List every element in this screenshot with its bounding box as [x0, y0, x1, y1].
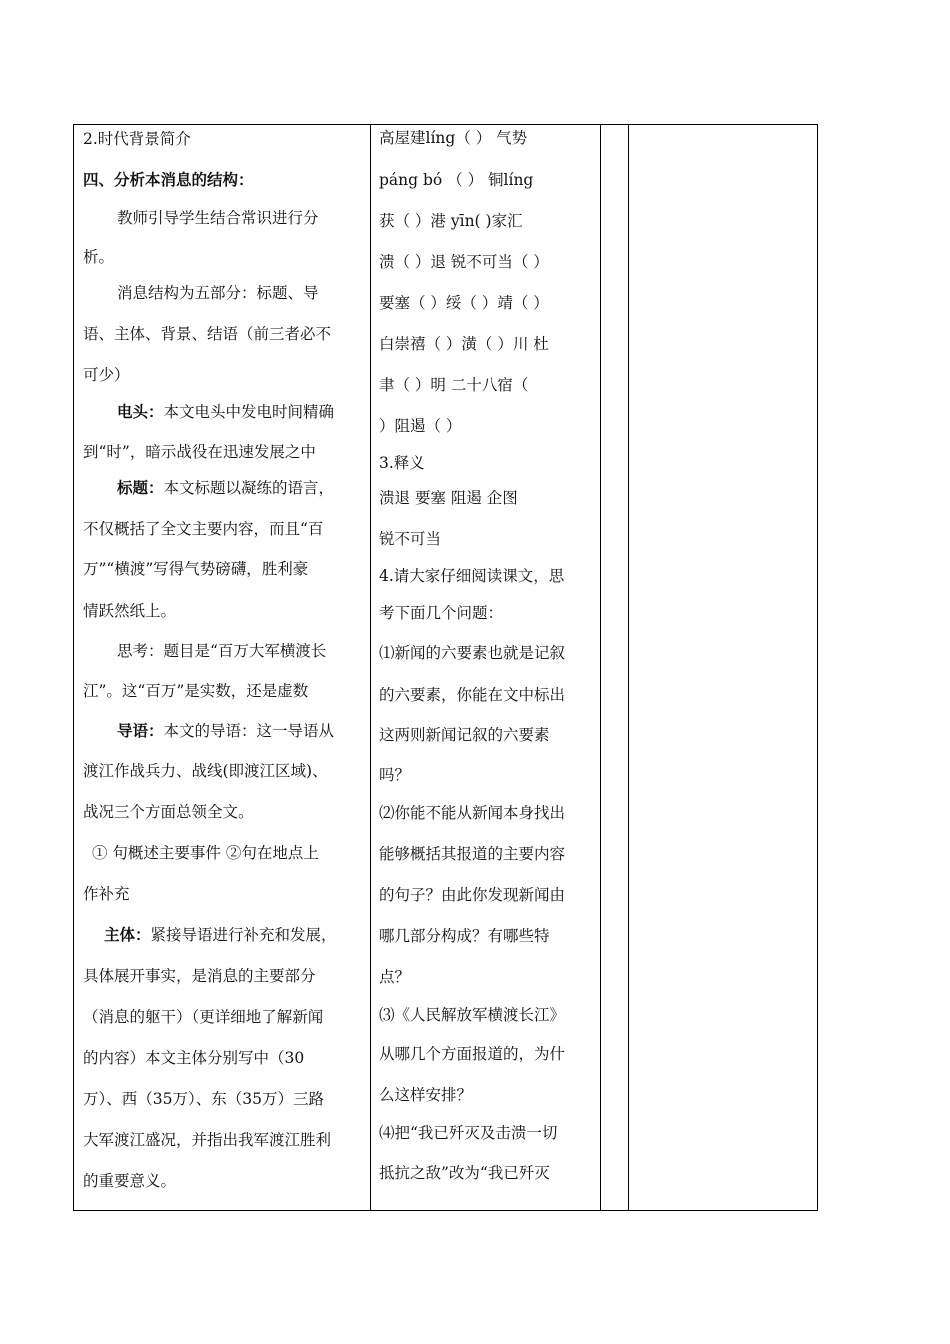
text-line: 教师引导学生结合常识进行分 [117, 209, 319, 227]
text-line: 的重要意义。 [83, 1172, 177, 1190]
text-line: 思考：题目是“百万大军横渡长 [117, 642, 327, 660]
text-line: 获（ ）港 yīn( )家汇 [379, 212, 523, 230]
text-line: （消息的躯干）（更详细地了解新闻 [83, 1008, 324, 1026]
text-line: ⑷把“我已歼灭及击溃一切 [379, 1124, 558, 1142]
text-line: 点？ [379, 968, 411, 986]
text-line: 语、主体、背景、结语（前三者必不 [83, 325, 332, 343]
text-line: 导语：本文的导语：这一导语从 [117, 721, 335, 740]
text-line: 考下面几个问题： [379, 604, 504, 622]
text-line: 溃（ ）退 锐不可当（ ） [379, 253, 549, 271]
text-line: ① 句概述主要事件 ②句在地点上 [92, 844, 319, 862]
text-line: 抵抗之敌”改为“我已歼灭 [379, 1164, 550, 1182]
text-line: 大军渡江盛况，并指出我军渡江胜利 [83, 1131, 332, 1149]
text-line: 标题：本文标题以凝练的语言， [117, 478, 335, 497]
text-line: 的六要素，你能在文中标出 [379, 686, 566, 704]
text-line: 的句子？由此你发现新闻由 [379, 886, 566, 904]
text-line: 江”。这“百万”是实数，还是虚数 [83, 682, 309, 700]
text-line: 的内容）本文主体分别写中（30 [83, 1049, 305, 1067]
text-line: 万”“横渡”写得气势磅礴，胜利豪 [83, 560, 309, 578]
section-heading: 四、分析本消息的结构： [83, 170, 254, 189]
text-line: ⑵你能不能从新闻本身找出 [379, 804, 566, 822]
student-activity-column [370, 125, 600, 1210]
text-line: 2.时代背景简介 [83, 130, 191, 148]
text-line: 4.请大家仔细阅读课文，思 [379, 567, 565, 585]
text-line: 电头：本文电头中发电时间精确 [117, 402, 335, 421]
text-line: 可少） [83, 366, 130, 384]
text-line: 锐不可当 [379, 530, 442, 548]
text-line: 么这样安排？ [379, 1086, 473, 1104]
text-line: 吗？ [379, 766, 411, 784]
text-line: 具体展开事实，是消息的主要部分 [83, 967, 316, 985]
text-line: 主体：紧接导语进行补充和发展， [104, 925, 337, 944]
text-line: 白崇禧（ ）潢（ ）川 杜 [379, 335, 549, 353]
text-line: ⑶《人民解放军横渡长江》 [379, 1006, 566, 1024]
text-line: 万）、西（35万）、东（35万）三路 [83, 1090, 324, 1108]
empty-column [600, 125, 628, 1210]
text-line: 作补充 [83, 885, 130, 903]
text-line: páng bó （ ） 铜líng [379, 171, 534, 189]
text-line: 3.释义 [379, 454, 425, 472]
text-line: ⑴新闻的六要素也就是记叙 [379, 644, 566, 662]
text-line: 聿（ ）明 二十八宿（ [379, 376, 529, 394]
teacher-activity-column [74, 125, 370, 1210]
notes-column [628, 125, 818, 1210]
text-line: 渡江作战兵力、战线(即渡江区域)、 [83, 762, 328, 780]
text-line: 从哪几个方面报道的，为什 [379, 1045, 566, 1063]
text-line: 溃退 要塞 阻遏 企图 [379, 489, 518, 507]
text-line: 高屋建líng（ ） 气势 [379, 129, 528, 147]
text-line: ）阻遏（ ） [379, 417, 462, 435]
text-line: 能够概括其报道的主要内容 [379, 845, 566, 863]
text-line: 不仅概括了全文主要内容，而且“百 [83, 520, 324, 538]
text-line: 情跃然纸上。 [83, 602, 177, 620]
lesson-table [73, 124, 818, 1211]
text-line: 这两则新闻记叙的六要素 [379, 726, 550, 744]
text-line: 消息结构为五部分：标题、导 [117, 284, 319, 302]
text-line: 析。 [83, 248, 115, 266]
text-line: 哪几部分构成？有哪些特 [379, 927, 550, 945]
text-line: 战况三个方面总领全文。 [83, 803, 254, 821]
text-line: 要塞（ ）绥（ ）靖（ ） [379, 294, 549, 312]
text-line: 到“时”，暗示战役在迅速发展之中 [83, 443, 316, 461]
